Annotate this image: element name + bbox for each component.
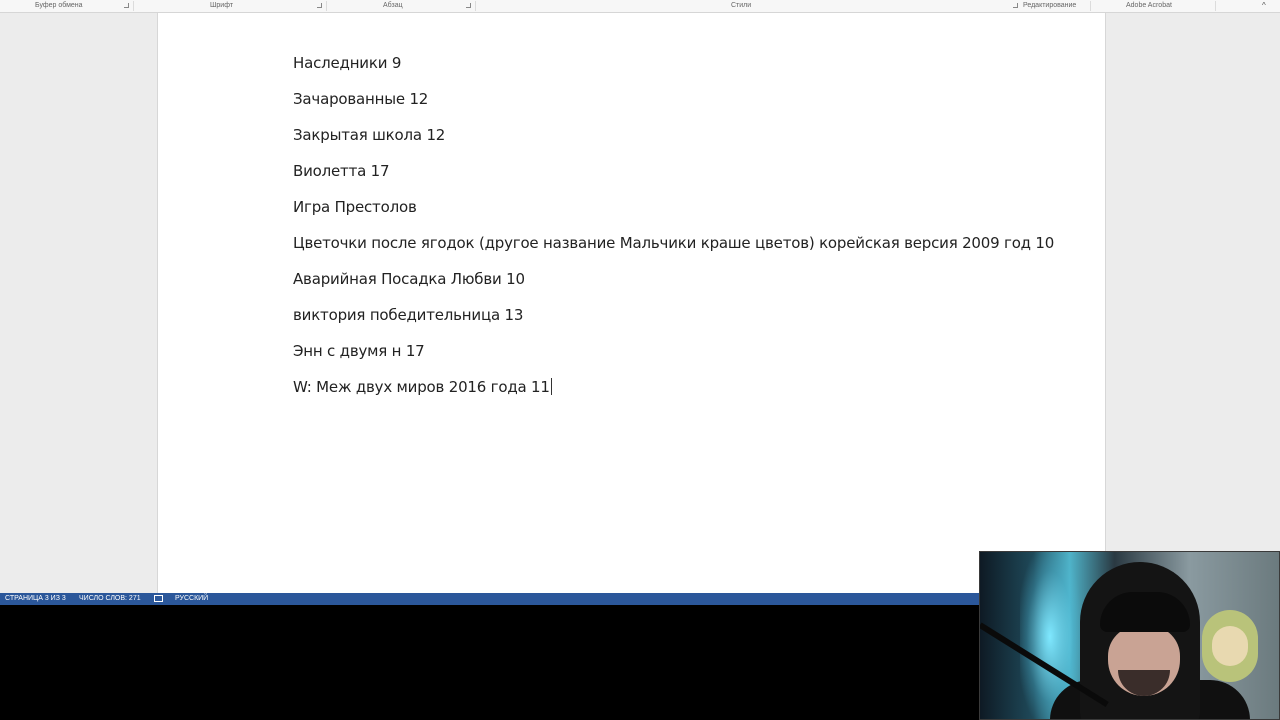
word-count-indicator[interactable]: ЧИСЛО СЛОВ: 271	[79, 595, 141, 602]
plush-toy-face	[1212, 626, 1248, 666]
paragraph-text: виктория победительница 13	[293, 306, 524, 324]
document-workspace	[0, 13, 1280, 593]
ribbon-group-styles: Стили	[731, 2, 752, 9]
document-body[interactable]	[293, 54, 1054, 414]
ribbon-separator	[133, 1, 134, 11]
person-cap	[1100, 592, 1190, 632]
paragraph[interactable]	[293, 126, 1054, 162]
ribbon-group-font: Шрифт	[210, 2, 234, 9]
styles-dialog-launcher-icon[interactable]	[1013, 3, 1018, 8]
paragraph[interactable]	[293, 342, 1054, 378]
paragraph-text: W: Меж двух миров 2016 года 11	[293, 378, 550, 396]
paragraph[interactable]	[293, 270, 1054, 306]
ribbon-separator	[1215, 1, 1216, 11]
paragraph[interactable]	[293, 90, 1054, 126]
paragraph[interactable]	[293, 306, 1054, 342]
ribbon-group-bar	[0, 0, 1280, 13]
paragraph-text: Виолетта 17	[293, 162, 390, 180]
document-page[interactable]	[157, 13, 1106, 593]
paragraph-text: Наследники 9	[293, 54, 402, 72]
clipboard-dialog-launcher-icon[interactable]	[124, 3, 129, 8]
ribbon-separator	[326, 1, 327, 11]
paragraph[interactable]	[293, 54, 1054, 90]
ribbon-group-paragraph: Абзац	[383, 2, 403, 9]
paragraph[interactable]	[293, 198, 1054, 234]
paragraph-text: Зачарованные 12	[293, 90, 429, 108]
paragraph[interactable]	[293, 234, 1054, 270]
text-cursor	[551, 378, 552, 395]
paragraph-text: Закрытая школа 12	[293, 126, 446, 144]
paragraph-dialog-launcher-icon[interactable]	[466, 3, 471, 8]
ribbon-group-editing: Редактирование	[1023, 2, 1077, 9]
ribbon-separator	[475, 1, 476, 11]
paragraph-text: Аварийная Посадка Любви 10	[293, 270, 525, 288]
paragraph-text: Игра Престолов	[293, 198, 417, 216]
ribbon-separator	[1090, 1, 1091, 11]
collapse-ribbon-icon[interactable]: ^	[1262, 1, 1266, 10]
ribbon-group-adobe-acrobat: Adobe Acrobat	[1126, 2, 1172, 9]
paragraph[interactable]	[293, 162, 1054, 198]
font-dialog-launcher-icon[interactable]	[317, 3, 322, 8]
page-count-indicator[interactable]: СТРАНИЦА 3 ИЗ 3	[5, 595, 66, 602]
book-check-icon[interactable]	[154, 595, 163, 602]
language-indicator[interactable]: РУССКИЙ	[175, 595, 209, 602]
paragraph-text: Энн с двумя н 17	[293, 342, 425, 360]
ribbon-group-clipboard: Буфер обмена	[35, 2, 83, 9]
paragraph[interactable]	[293, 378, 1054, 414]
paragraph-text: Цветочки после ягодок (другое название Мальчики краше цветов) корейская версия 2009 год 10	[293, 234, 1055, 252]
webcam-overlay	[979, 551, 1280, 720]
